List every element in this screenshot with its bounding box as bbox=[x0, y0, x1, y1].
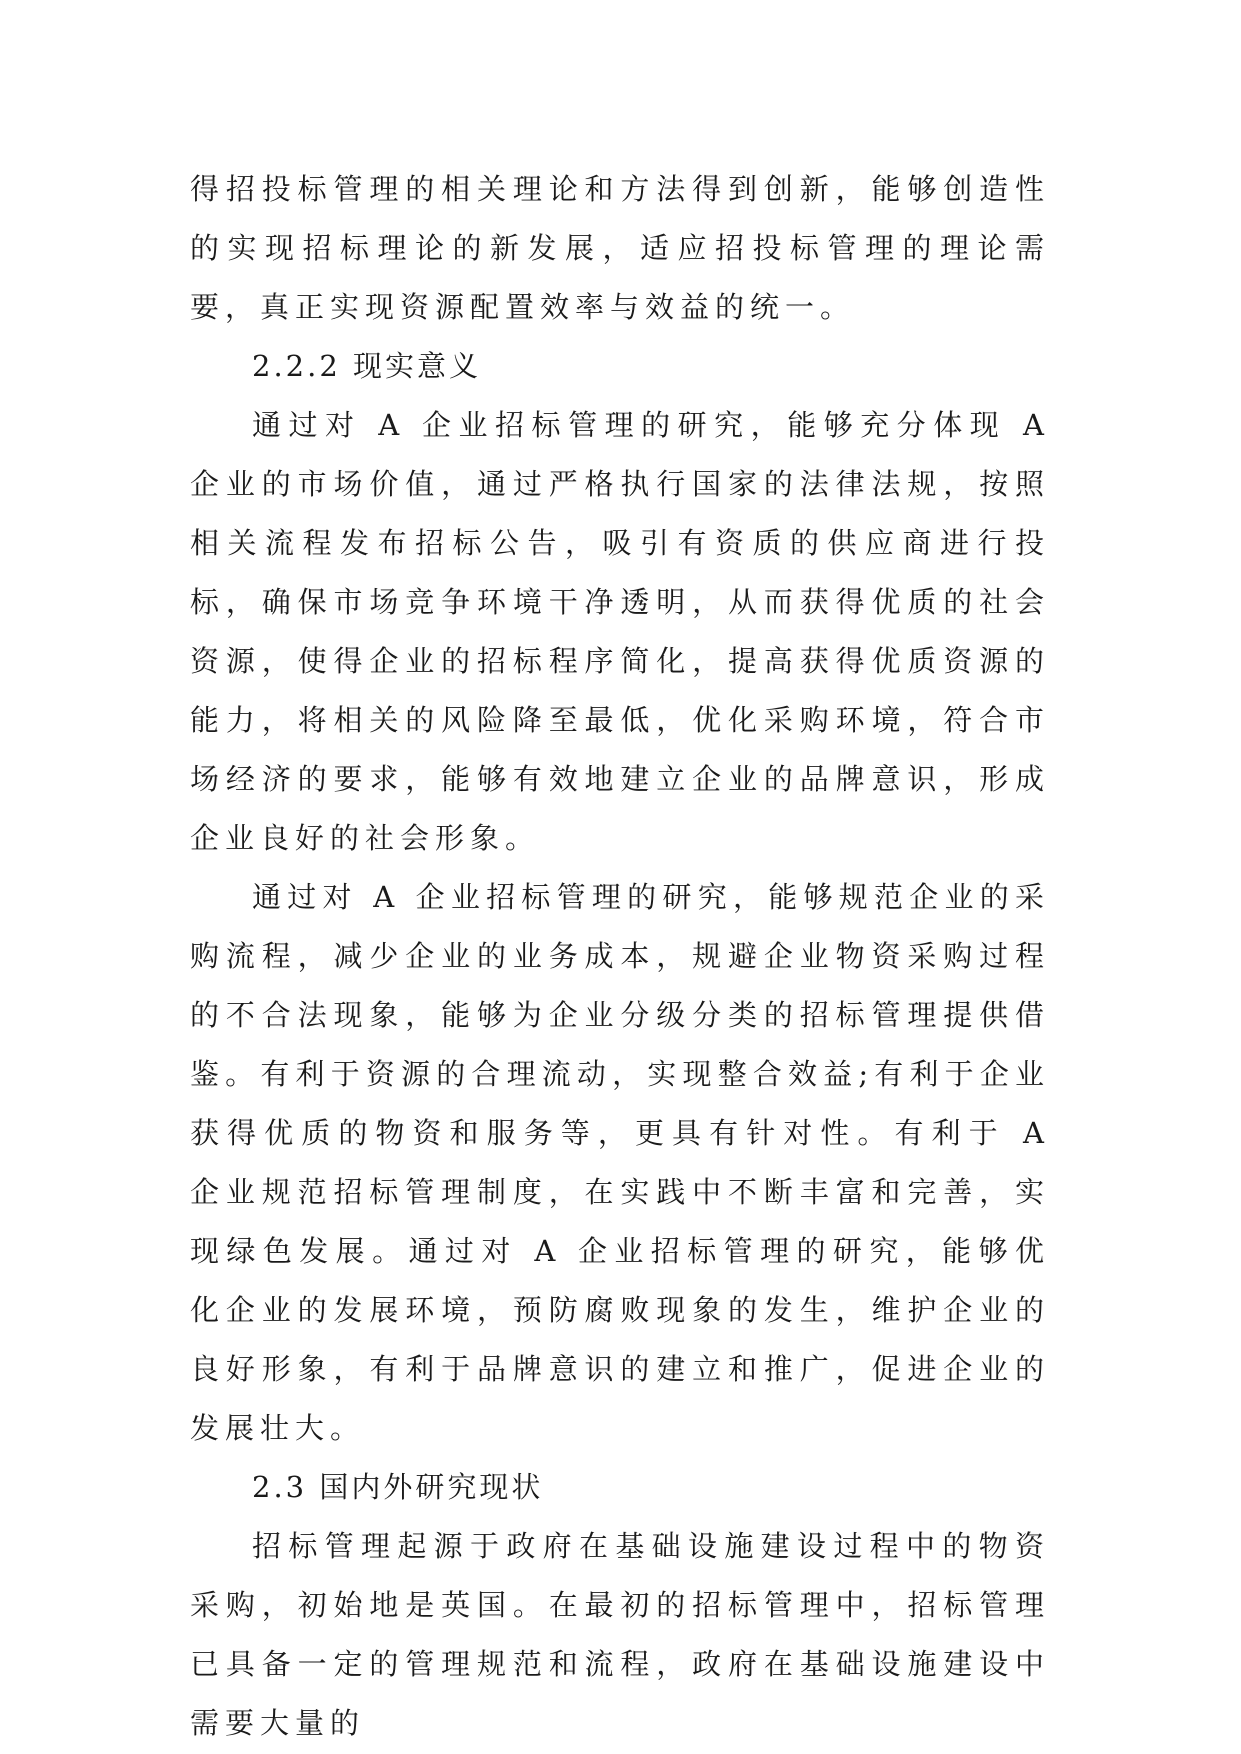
section-heading-2-2-2: 2.2.2 现实意义 bbox=[252, 349, 482, 383]
paragraph-practical-significance-1: 通过对 A 企业招标管理的研究，能够充分体现 A 企业的市场价值，通过严格执行国家的法律法规，按照相关流程发布招标公告，吸引有资质的供应商进行投标，确保市场竞争环境干净透明，从而获得优质的社会资源，使得企业的招标程序简化，提高获得优质资源的能力，将相关的风险降至最低，优化采购环境，符合市场经济的要求，能够有效地建立企业的品牌意识，形成企业良好的社会形象。 bbox=[190, 408, 1050, 855]
section-heading-2-3: 2.3 国内外研究现状 bbox=[252, 1470, 544, 1504]
document-page bbox=[190, 160, 1050, 1753]
paragraph-research-status: 招标管理起源于政府在基础设施建设过程中的物资采购，初始地是英国。在最初的招标管理中，招标管理已具备一定的管理规范和流程，政府在基础设施建设中需要大量的 bbox=[190, 1529, 1050, 1740]
paragraph-continuation: 得招投标管理的相关理论和方法得到创新，能够创造性的实现招标理论的新发展，适应招投标管理的理论需要，真正实现资源配置效率与效益的统一。 bbox=[190, 172, 1050, 324]
paragraph-practical-significance-2: 通过对 A 企业招标管理的研究，能够规范企业的采购流程，减少企业的业务成本，规避企业物资采购过程的不合法现象，能够为企业分级分类的招标管理提供借鉴。有利于资源的合理流动，实现整合效益;有利于企业获得优质的物资和服务等，更具有针对性。有利于 A 企业规范招标管理制度，在实践中不断丰富和完善，实现绿色发展。通过对 A 企业招标管理的研究，能够优化企业的发展环境，预防腐败现象的发生，维护企业的良好形象，有利于品牌意识的建立和推广，促进企业的发展壮大。 bbox=[190, 880, 1050, 1445]
